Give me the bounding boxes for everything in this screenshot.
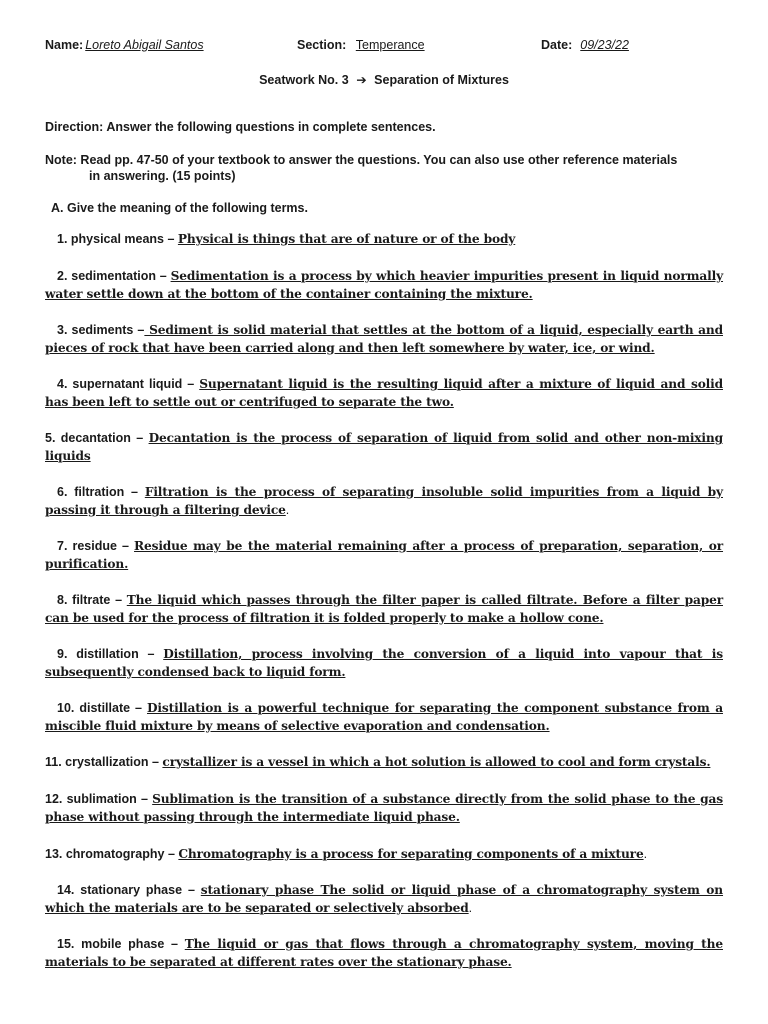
list-item (45, 753, 723, 771)
title-right: Separation of Mixtures (374, 73, 509, 87)
item-answer: Sediment is solid material that settles at the bottom of a liquid, especially earth and pieces of rock that have been carried along and then left somewhere by water, ice, or wind. (45, 323, 723, 355)
item-term: 14. stationary phase – (57, 883, 201, 897)
list-item (45, 537, 723, 573)
item-answer: crystallizer is a vessel in which a hot solution is allowed to cool and form crystals. (162, 755, 711, 769)
item-term: 15. mobile phase – (57, 937, 185, 951)
item-answer: Sublimation is the transition of a substance directly from the solid phase to the gas phase without passing through the intermediate liquid phase. (45, 792, 723, 824)
name-field (45, 38, 234, 52)
item-answer: Residue may be the material remaining after a process of preparation, separation, or purification. (45, 539, 724, 571)
item-answer: Supernatant liquid is the resulting liquid after a mixture of liquid and solid has been left to settle out or centrifuged to separate the two. (45, 377, 723, 409)
list-item (45, 591, 723, 627)
item-term: 9. distillation – (57, 647, 164, 661)
section-value: Temperance (355, 38, 425, 52)
item-tail: . (643, 847, 648, 861)
page-title (0, 72, 768, 87)
item-answer: The liquid which passes through the filter paper is called filtrate. Before a filter paper can be used for the process of filtration it is folded properly to make a hollow cone. (45, 593, 723, 625)
item-answer: The liquid or gas that flows through a chromatography system, moving the materials to be separated at different rates over the stationary phase. (45, 937, 723, 969)
item-term: 4. supernatant liquid – (57, 377, 200, 391)
item-answer: Sedimentation is a process by which heavier impurities present in liquid normally water settle down at the bottom of the container containing the mixture. (45, 269, 724, 301)
list-item (45, 321, 723, 357)
item-term: 8. filtrate – (57, 593, 127, 607)
list-item (45, 881, 723, 917)
item-term: 5. decantation – (45, 431, 149, 445)
name-label: Name: (45, 38, 84, 52)
title-left: Seatwork No. 3 (259, 73, 349, 87)
item-term: 1. physical means – (57, 232, 178, 246)
list-item (45, 935, 723, 971)
date-field (541, 38, 631, 52)
item-answer: Distillation is a powerful technique for separating the component substance from a miscible fluid mixture by means of selective evaporation and condensation. (45, 701, 723, 733)
section-label: Section: (297, 38, 347, 52)
section-a-heading: A. Give the meaning of the following terms. (51, 201, 308, 215)
item-term: 10. distillate – (57, 701, 147, 715)
list-item (45, 645, 723, 681)
date-label: Date: (541, 38, 573, 52)
list-item (45, 375, 723, 411)
item-term: 2. sedimentation – (57, 269, 171, 283)
list-item (45, 267, 723, 303)
name-value: Loreto Abigail Santos (85, 38, 204, 52)
list-item (45, 483, 723, 519)
item-answer: Decantation is the process of separation of liquid from solid and other non-mixing liquids (45, 431, 723, 463)
note-line-2: in answering. (15 points) (89, 169, 236, 183)
list-item (45, 429, 723, 465)
direction-text: Direction: Answer the following questions in complete sentences. (45, 120, 436, 134)
item-term: 13. chromatography – (45, 847, 179, 861)
list-item (45, 845, 723, 863)
item-term: 12. sublimation – (45, 792, 153, 806)
item-term: 7. residue – (57, 539, 135, 553)
item-term: 6. filtration – (57, 485, 145, 499)
item-answer: Physical is things that are of nature or of the body (177, 232, 516, 246)
item-answer: stationary phase The solid or liquid phase of a chromatography system on which the materials are to be separated or selectively absorbed (45, 883, 724, 915)
item-tail: . (468, 901, 473, 915)
arrow-right-icon: ➔ (356, 73, 367, 87)
list-item (45, 230, 723, 248)
note-text (45, 152, 723, 184)
item-answer: Filtration is the process of separating insoluble solid impurities from a liquid by passing it through a filtering device (45, 485, 723, 517)
item-term: 11. crystallization – (45, 755, 163, 769)
note-line-1: Note: Read pp. 47-50 of your textbook to answer the questions. You can also use other reference materials (45, 153, 678, 167)
item-term: 3. sediments – (57, 323, 145, 337)
list-item (45, 790, 723, 826)
item-answer: Distillation, process involving the conversion of a liquid into vapour that is subsequently condensed back to liquid form. (45, 647, 723, 679)
section-field (297, 38, 441, 52)
date-value: 09/23/22 (580, 38, 629, 52)
item-tail: . (285, 503, 290, 517)
list-item (45, 699, 723, 735)
item-answer: Chromatography is a process for separating components of a mixture (178, 847, 644, 861)
